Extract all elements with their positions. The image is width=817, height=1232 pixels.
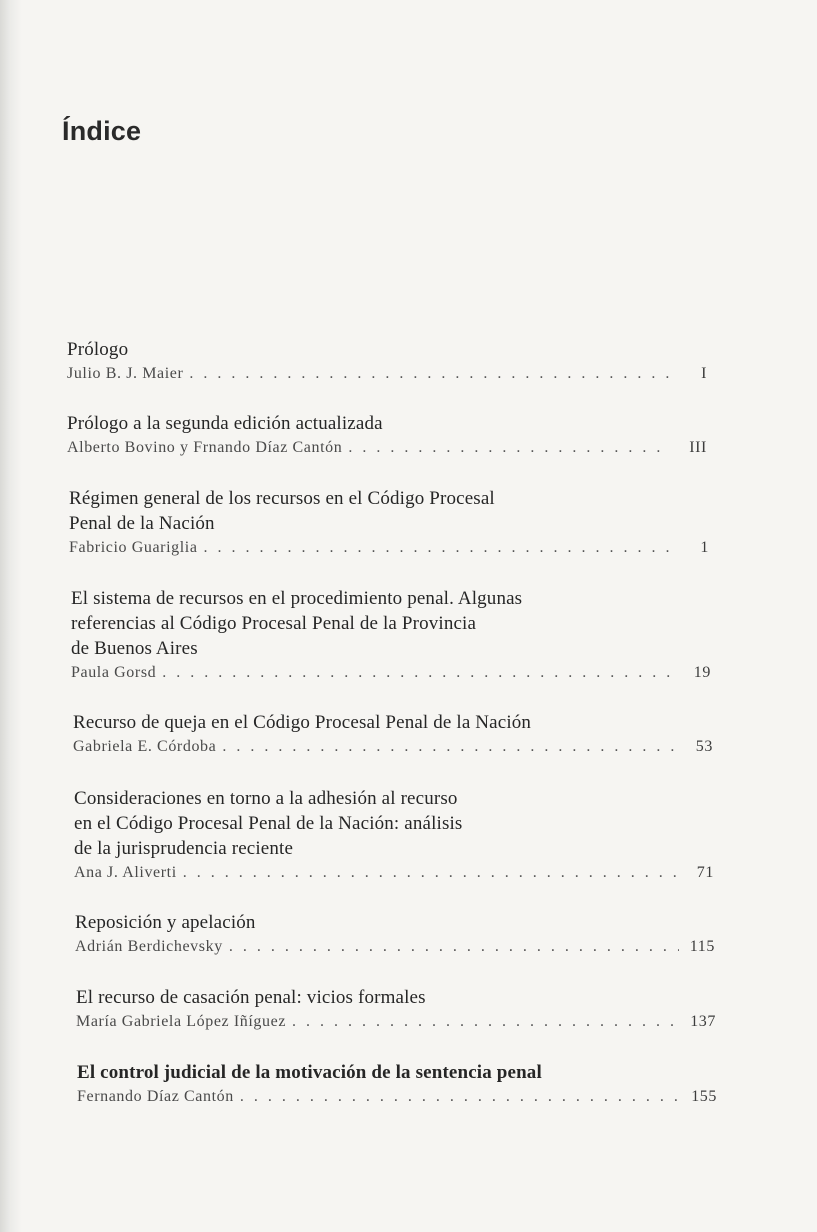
toc-entry-author-line bbox=[73, 735, 713, 759]
dot-leader bbox=[240, 1085, 681, 1109]
toc-entry-page-number: 53 bbox=[695, 738, 713, 755]
toc-entry-page-number: I bbox=[701, 365, 707, 382]
toc-entry-title bbox=[77, 1060, 717, 1085]
toc-entry-title-line: Recurso de queja en el Código Procesal Penal de la Nación bbox=[73, 712, 532, 733]
toc-entry-page-number: 115 bbox=[689, 938, 715, 955]
dot-leader bbox=[189, 362, 671, 386]
toc-entry-author-line bbox=[75, 935, 715, 959]
toc-entry-title bbox=[76, 985, 716, 1010]
toc-entry[interactable] bbox=[71, 586, 711, 685]
toc-entry-author-line bbox=[76, 1010, 716, 1034]
dot-leader bbox=[162, 661, 675, 685]
toc-entry-author: Ana J. Aliverti bbox=[74, 864, 177, 881]
toc-entry-title-line: de la jurisprudencia reciente bbox=[74, 838, 294, 859]
toc-entry-author-line bbox=[74, 861, 714, 885]
toc-entry-title-line: Prólogo a la segunda edición actualizada bbox=[67, 413, 383, 434]
toc-entry[interactable] bbox=[67, 337, 707, 386]
toc-entry-title bbox=[67, 411, 707, 436]
toc-entry-title bbox=[74, 786, 714, 861]
toc-entry-title-line: El control judicial de la motivación de la sentencia penal bbox=[77, 1062, 542, 1083]
toc-entry[interactable] bbox=[75, 910, 715, 959]
toc-entry-author: Fernando Díaz Cantón bbox=[77, 1088, 234, 1105]
toc-entry[interactable] bbox=[76, 985, 716, 1034]
toc-entry-title bbox=[75, 910, 715, 935]
toc-entry-author: María Gabriela López Iñíguez bbox=[76, 1013, 287, 1030]
toc-entry-author: Gabriela E. Córdoba bbox=[73, 738, 217, 755]
toc-entry-title-line: Reposición y apelación bbox=[75, 912, 256, 933]
toc-entry[interactable] bbox=[77, 1060, 717, 1109]
dot-leader bbox=[229, 935, 679, 959]
toc-entry-title-line: Régimen general de los recursos en el Código Procesal bbox=[69, 488, 495, 509]
toc-entry-author-line bbox=[67, 362, 707, 386]
toc-entry-title-line: Penal de la Nación bbox=[69, 513, 215, 534]
toc-entry-title-line: referencias al Código Procesal Penal de la Provincia bbox=[71, 613, 477, 634]
toc-entry[interactable] bbox=[67, 411, 707, 460]
dot-leader bbox=[292, 1010, 680, 1034]
toc-entry-page-number: 19 bbox=[693, 664, 711, 681]
toc-entry-page-number: 155 bbox=[691, 1088, 717, 1105]
toc-entry-title-line: en el Código Procesal Penal de la Nación: análisis bbox=[74, 813, 463, 834]
dot-leader bbox=[183, 861, 678, 885]
toc-entry-title bbox=[67, 337, 707, 362]
toc-entry-author: Fabricio Guariglia bbox=[69, 539, 198, 556]
toc-entry-title bbox=[73, 710, 713, 735]
toc-entry-title-line: El sistema de recursos en el procedimiento penal. Algunas bbox=[71, 588, 523, 609]
toc-entry-page-number: 137 bbox=[690, 1013, 716, 1030]
toc-entry-title-line: de Buenos Aires bbox=[71, 638, 198, 659]
toc-entry-title bbox=[69, 486, 709, 536]
toc-entry-page-number: III bbox=[689, 439, 707, 456]
toc-entry-author-line bbox=[77, 1085, 717, 1109]
toc-entry-title-line: El recurso de casación penal: vicios formales bbox=[76, 987, 426, 1008]
toc-entry-author: Julio B. J. Maier bbox=[67, 365, 184, 382]
toc-entry-author: Paula Gorsd bbox=[71, 664, 157, 681]
toc-entry-title bbox=[71, 586, 711, 661]
toc-entry-author-line bbox=[71, 661, 711, 685]
toc-entry-title-line: Prólogo bbox=[67, 339, 129, 360]
toc-entry-page-number: 1 bbox=[700, 539, 709, 556]
dot-leader bbox=[348, 436, 671, 460]
toc-entry-author-line bbox=[67, 436, 707, 460]
toc-entry-author-line bbox=[69, 536, 709, 560]
toc-entry[interactable] bbox=[69, 486, 709, 560]
toc-entry-author: Adrián Berdichevsky bbox=[75, 938, 223, 955]
toc-entry-title-line: Consideraciones en torno a la adhesión al recurso bbox=[74, 788, 458, 809]
dot-leader bbox=[204, 536, 673, 560]
toc-entry-author: Alberto Bovino y Frnando Díaz Cantón bbox=[67, 439, 343, 456]
toc-entry[interactable] bbox=[74, 786, 714, 885]
toc-entry-page-number: 71 bbox=[696, 864, 714, 881]
dot-leader bbox=[222, 735, 677, 759]
toc-entry[interactable] bbox=[73, 710, 713, 759]
page-title: Índice bbox=[62, 116, 142, 146]
